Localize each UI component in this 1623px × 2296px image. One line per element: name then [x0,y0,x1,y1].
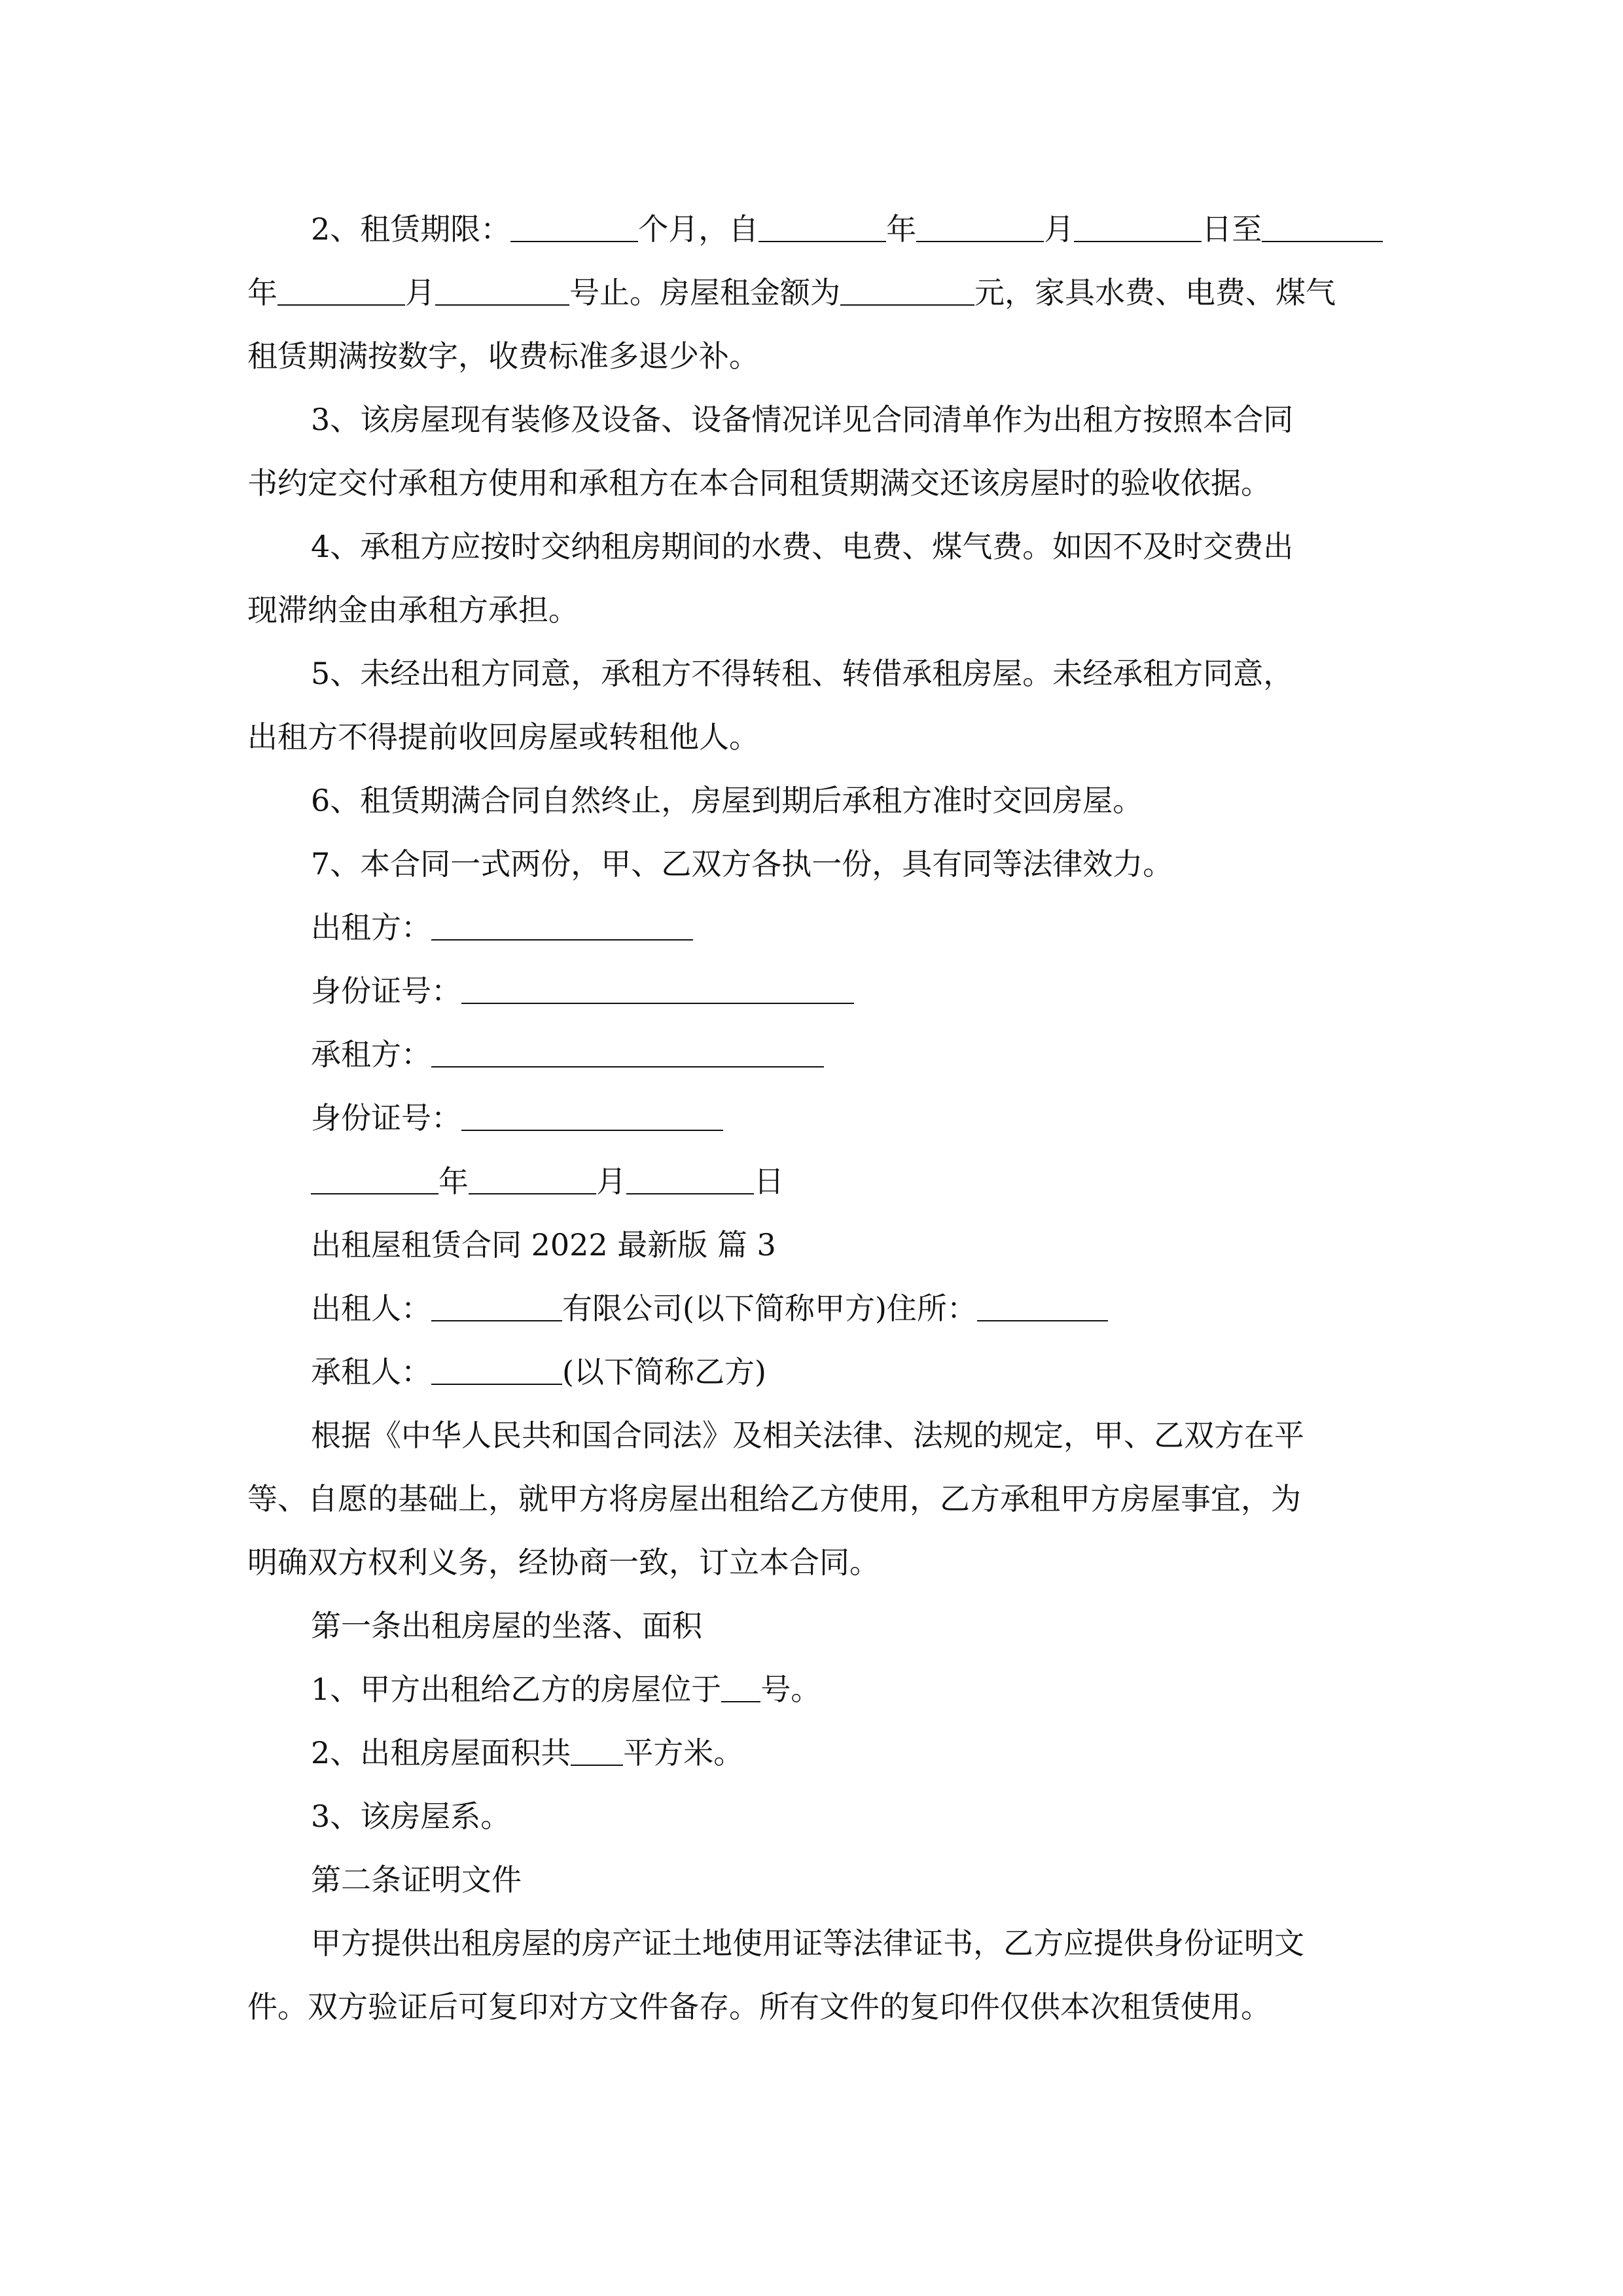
blank-date-day [626,1164,754,1194]
blank-lessee-name [431,1355,562,1385]
unit-month: 月 [1044,211,1075,247]
item7: 7、本合同一式两份，甲、乙双方各执一份，具有同等法律效力。 [311,846,1173,882]
blank-start-year [758,212,886,242]
blank-id1 [461,974,854,1004]
blank-rent [840,276,974,306]
unit-year: 年 [247,275,277,310]
item4-line1: 4、承租方应按时交纳租房期间的水费、电费、煤气费。如因不及时交费出 [311,529,1294,564]
article2-line1: 甲方提供出租房屋的房产证土地使用证等法律证书，乙方应提供身份证明文 [311,1926,1304,1961]
party-lessee: 承租人： (以下简称乙方) [311,1354,766,1390]
blank-end-day [435,276,569,306]
sign-lessee: 承租方： [311,1035,1384,1074]
blank-house-area [571,1736,623,1766]
item2-line1 [311,209,1384,249]
article1-item3: 3、该房屋系。 [311,1799,511,1834]
term-label: 2、租赁期限： [311,211,511,247]
item2-line3: 租赁期满按数字，收费标准多退少补。 [247,338,759,374]
unit-months: 个月，自 [638,211,759,247]
item2-line2 [247,273,1380,312]
blank-end-month [277,276,405,306]
article1-item1: 1、甲方出租给乙方的房屋位于 号。 [311,1672,821,1707]
blank-house-location [721,1672,760,1702]
preamble-line3: 明确双方权利义务，经协商一致，订立本合同。 [247,1545,880,1580]
sign-id2: 身份证号： [311,1098,1384,1138]
sign-date: 年 月 日 [311,1162,1384,1201]
preamble-line2: 等、自愿的基础上，就甲方将房屋出租给乙方使用，乙方承租甲方房屋事宜，为 [247,1481,1301,1516]
article2-title: 第二条证明文件 [311,1862,522,1897]
sign-lessor: 出租方： [311,908,1384,947]
blank-start-month [916,212,1044,242]
blank-lessee [431,1037,824,1067]
article1-title: 第一条出租房屋的坐落、面积 [311,1608,702,1643]
blank-lessor-company [431,1291,562,1321]
article2-line2: 件。双方验证后可复印对方文件备存。所有文件的复印件仅供本次租赁使用。 [247,1989,1271,2024]
item5-line1: 5、未经出租方同意，承租方不得转租、转借承租房屋。未经承租方同意， [311,656,1294,691]
unit-month: 月 [405,275,435,310]
blank-lessor-address [977,1291,1108,1321]
item5-line2: 出租方不得提前收回房屋或转租他人。 [247,719,759,755]
unit-end: 号止。房屋租金额为 [569,275,840,310]
blank-start-day [1074,212,1202,242]
sign-id1: 身份证号： [311,971,1384,1011]
blank-date-month [469,1164,596,1194]
unit-year: 年 [886,211,917,247]
blank-id2 [461,1101,723,1131]
section-title: 出租屋租赁合同 2022 最新版 篇 3 [311,1227,776,1263]
blank-end-year [1262,212,1383,242]
blank-months [510,212,638,242]
blank-date-year [311,1164,438,1194]
item3-line2: 书约定交付承租方使用和承租方在本合同租赁期满交还该房屋时的验收依据。 [247,465,1271,501]
item6: 6、租赁期满合同自然终止，房屋到期后承租方准时交回房屋。 [311,783,1143,818]
blank-lessor [431,910,693,941]
unit-day-to: 日至 [1202,211,1262,247]
unit-yuan: 元，家具水费、电费、煤气 [974,275,1336,310]
preamble-line1: 根据《中华人民共和国合同法》及相关法律、法规的规定，甲、乙双方在平 [311,1418,1304,1453]
item4-line2: 现滞纳金由承租方承担。 [247,592,579,628]
item3-line1: 3、该房屋现有装修及设备、设备情况详见合同清单作为出租方按照本合同 [311,402,1294,437]
article1-item2: 2、出租房屋面积共 平方米。 [311,1735,744,1770]
party-lessor: 出租人： 有限公司(以下简称甲方)住所： [311,1289,1384,1328]
